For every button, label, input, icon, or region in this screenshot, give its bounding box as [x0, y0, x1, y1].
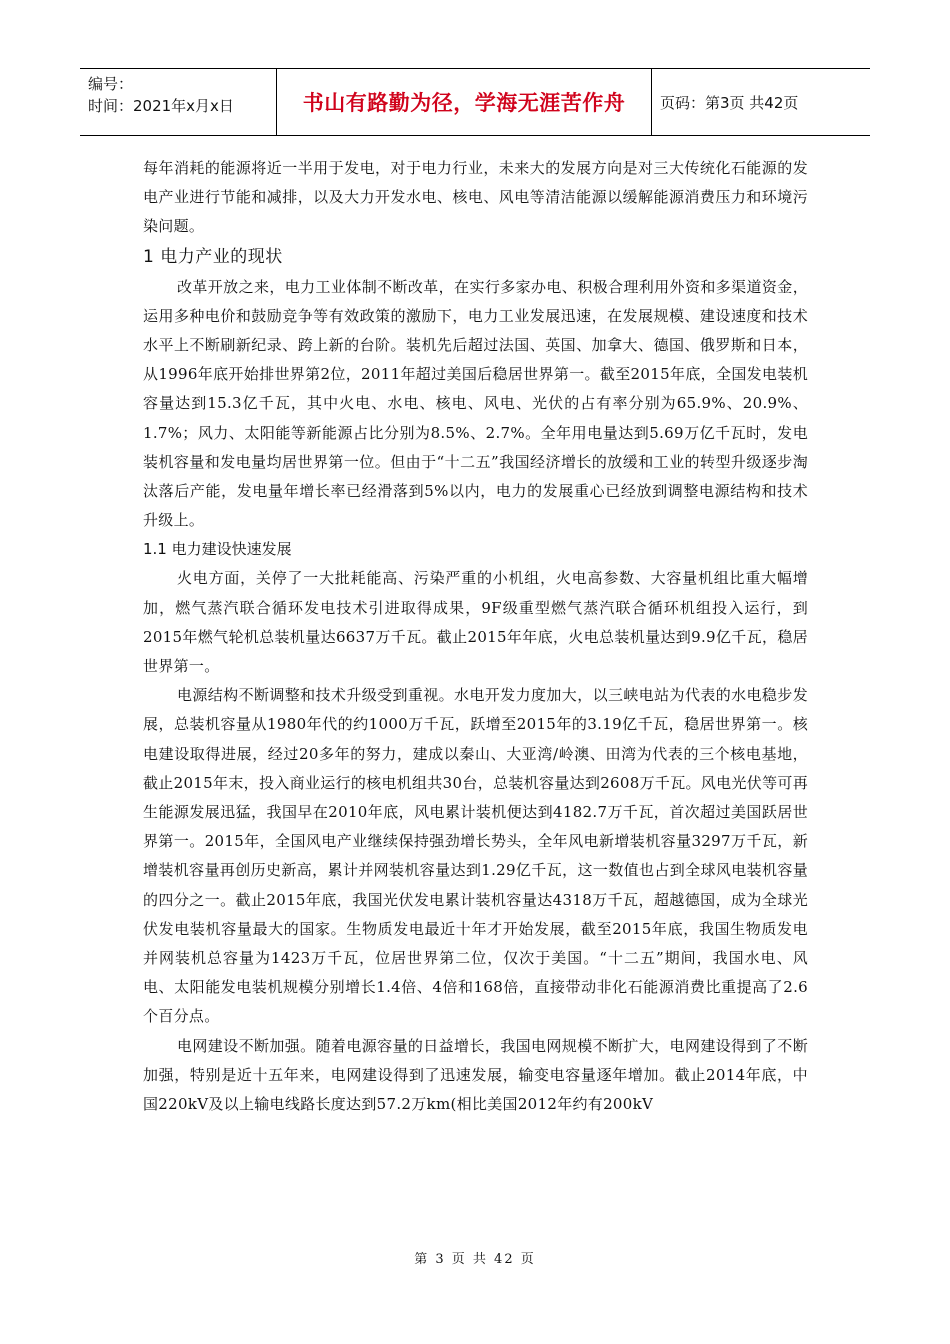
document-time: 时间：2021年x月x日 — [88, 97, 234, 115]
subsection-heading: 1.1 电力建设快速发展 — [143, 540, 292, 559]
paragraph: 每年消耗的能源将近一半用于发电，对于电力行业，未来大的发展方向是对三大传统化石能源的发电产业进行节能和减排，以及大力开发水电、核电、风电等清洁能源以缓解能源消费压力和环境污染问题。 — [143, 159, 808, 236]
header-motto: 书山有路勤为径，学海无涯苦作舟 — [277, 69, 652, 135]
paragraph: 改革开放之来，电力工业体制不断改革，在实行多家办电、积极合理利用外资和多渠道资金，运用多种电价和鼓励竞争等有效政策的激励下，电力工业发展迅速，在发展规模、建设速度和技术水平上不断刷新纪录、跨上新的台阶。装机先后超过法国、英国、加拿大、德国、俄罗斯和日本，从1996年底开始排世界第2位，2011年超过美国后稳居世界第一。截至2015年底，全国发电装机容量达到15.3亿千瓦，其中火电、水电、核电、风电、光伏的占有率分别为65.9%、20.9%、1.7%；风力、太阳能等新能源占比分别为8.5%、2.7%。全年用电量达到5.69万亿千瓦时，发电装机容量和发电量均居世界第一位。但由于“十二五”我国经济增长的放缓和工业的转型升级逐步淘汰落后产能，发电量年增长率已经滑落到5%以内，电力的发展重心已经放到调整电源结构和技术升级上。 — [143, 277, 808, 530]
header-meta — [80, 69, 277, 135]
document-body — [143, 154, 808, 1119]
paragraph: 电源结构不断调整和技术升级受到重视。水电开发力度加大，以三峡电站为代表的水电稳步发展，总装机容量从1980年代的约1000万千瓦，跃增至2015年的3.19亿千瓦，稳居世界第一。核电建设取得进展，经过20多年的努力，建成以秦山、大亚湾/岭澳、田湾为代表的三个核电基地，截止2015年末，投入商业运行的核电机组共30台，总装机容量达到2608万千瓦。风电光伏等可再生能源发展迅猛，我国早在2010年底，风电累计装机便达到4182.7万千瓦，首次超过美国跃居世界第一。2015年，全国风电产业继续保持强劲增长势头，全年风电新增装机容量3297万千瓦，新增装机容量再创历史新高，累计并网装机容量达到1.29亿千瓦，这一数值也占到全球风电装机容量的四分之一。截止2015年底，我国光伏发电累计装机容量达4318万千瓦，超越德国，成为全球光伏发电装机容量最大的国家。生物质发电最近十年才开始发展，截至2015年底，我国生物质发电并网装机总容量为1423万千瓦，位居世界第二位，仅次于美国。“十二五”期间，我国水电、风电、太阳能发电装机规模分别增长1.4倍、4倍和168倍，直接带动非化石能源消费比重提高了2.6个百分点。 — [143, 686, 808, 1026]
paragraph: 火电方面，关停了一大批耗能高、污染严重的小机组，火电高参数、大容量机组比重大幅增加，燃气蒸汽联合循环发电技术引进取得成果，9F级重型燃气蒸汽联合循环机组投入运行，到2015年燃气轮机总装机量达6637万千瓦。截止2015年年底，火电总装机量达到9.9亿千瓦，稳居世界第一。 — [143, 569, 808, 676]
header-page-info: 页码：第3页 共42页 — [660, 93, 799, 112]
paragraph: 电网建设不断加强。随着电源容量的日益增长，我国电网规模不断扩大，电网建设得到了不断加强，特别是近十五年来，电网建设得到了迅速发展，输变电容量逐年增加。截止2014年底，中国220kV及以上输电线路长度达到57.2万km(相比美国2012年约有200kV — [143, 1036, 808, 1114]
page-header — [80, 68, 870, 136]
page-footer: 第 3 页 共 42 页 — [414, 1252, 536, 1267]
section-heading: 1 电力产业的现状 — [143, 246, 283, 267]
document-number-label: 编号： — [88, 75, 134, 93]
